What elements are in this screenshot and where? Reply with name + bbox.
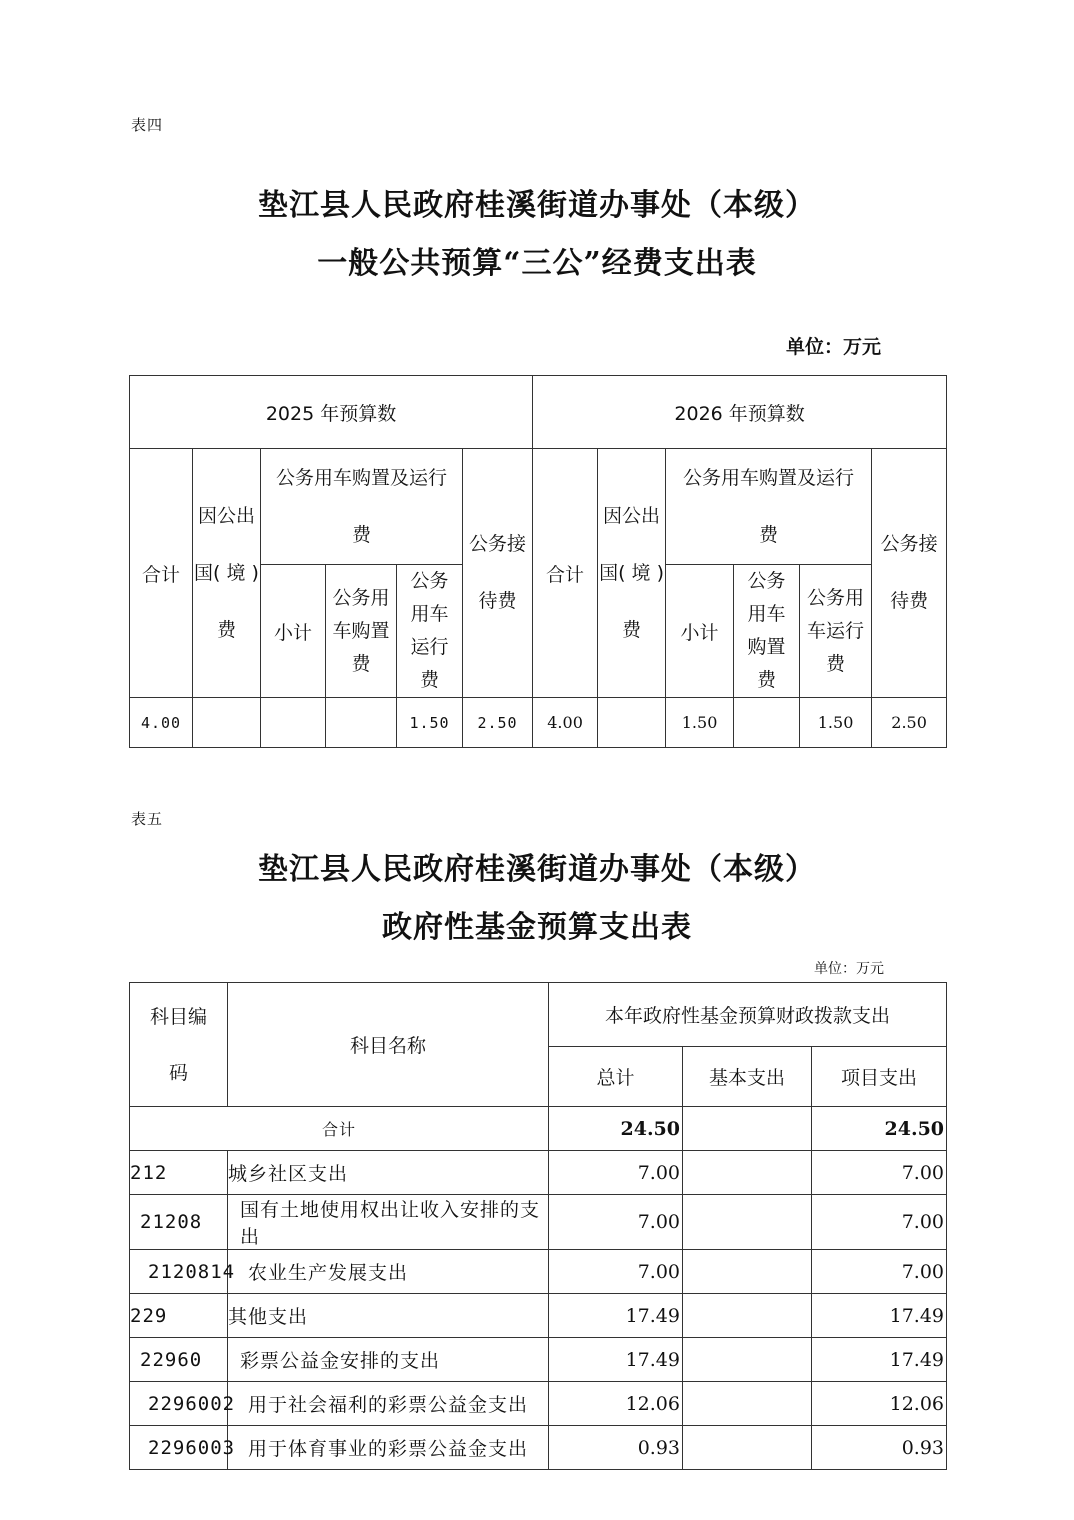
three-public-expense-table [129,375,947,748]
row-name: 用于社会福利的彩票公益金支出 [228,1382,549,1426]
row-basic [683,1195,812,1250]
vehicle-header-line: 公务用车购置及运行 [275,466,447,489]
vehicle-header-2025 [261,449,463,565]
column-header-row-1 [130,449,947,565]
abroad-header-line: 费 [216,618,236,641]
row-basic [683,1426,812,1470]
row-basic [683,1338,812,1382]
table4-title-line2: 一般公共预算“三公”经费支出表 [317,246,757,281]
row-name: 彩票公益金安排的支出 [228,1338,549,1382]
table-row [130,1338,947,1382]
row-code: 22960 [130,1338,228,1382]
reception-header-line: 公务接 [469,533,527,555]
run-header-line: 费 [419,669,439,691]
run-header-line: 公务 [410,570,449,592]
table-row [130,1250,947,1294]
reception-header-line: 待费 [890,590,929,612]
purchase-header-2025 [326,565,397,698]
reception-header-line: 待费 [478,590,517,612]
value-2025-reception: 2.50 [463,698,533,748]
run-header-line: 公务用 [807,586,865,609]
table4-label: 表四 [131,116,164,134]
purchase-header-2026 [734,565,800,698]
abroad-header-2025 [193,449,261,698]
fund-group-header: 本年政府性基金预算财政拨款支出 [549,983,947,1047]
purchase-header-line: 公务 [747,570,786,592]
subtotal-header-2025: 小计 [261,565,326,698]
row-project: 17.49 [812,1294,947,1338]
row-name: 国有土地使用权出让收入安排的支出 [228,1195,549,1250]
row-basic [683,1250,812,1294]
row-project: 7.00 [812,1151,947,1195]
code-header-line: 码 [168,1061,188,1084]
row-code: 21208 [130,1195,228,1250]
table4-unit: 单位：万元 [786,336,882,358]
subtotal-header-2026: 小计 [666,565,734,698]
value-2025-total: 4.00 [130,698,193,748]
row-code: 2296002 [130,1382,228,1426]
purchase-header-line: 费 [757,669,777,691]
row-total: 7.00 [549,1151,683,1195]
row-project: 7.00 [812,1195,947,1250]
value-2026-run: 1.50 [800,698,872,748]
reception-header-2025 [463,449,533,698]
table5-title-line1: 垫江县人民政府桂溪街道办事处（本级） [258,852,816,887]
row-total: 12.06 [549,1382,683,1426]
project-header: 项目支出 [812,1047,947,1107]
abroad-header-line: 费 [622,618,642,641]
name-header: 科目名称 [228,983,549,1107]
row-total: 17.49 [549,1294,683,1338]
row-name: 其他支出 [228,1294,549,1338]
year-2025-header: 2025 年预算数 [130,376,533,449]
vehicle-header-line: 费 [351,523,371,546]
sum-basic [683,1107,812,1151]
value-2025-subtotal [261,698,326,748]
code-header-line: 科目编 [149,1005,207,1028]
value-2026-purchase [734,698,800,748]
row-total: 7.00 [549,1250,683,1294]
value-2026-reception: 2.50 [872,698,947,748]
row-basic [683,1294,812,1338]
table-row [130,1382,947,1426]
sum-total: 24.50 [549,1107,683,1151]
table-row [130,1426,947,1470]
run-header-line: 用车 [410,603,449,625]
reception-header-line: 公务接 [880,533,938,555]
table-row [130,1151,947,1195]
run-header-line: 车运行 [807,619,865,642]
code-header [130,983,228,1107]
row-total: 0.93 [549,1426,683,1470]
row-code: 2296003 [130,1426,228,1470]
gov-fund-expense-table [129,982,947,1470]
row-project: 17.49 [812,1338,947,1382]
table5-label: 表五 [131,810,164,828]
row-code: 229 [130,1294,228,1338]
total-header-2026: 合计 [533,449,598,698]
purchase-header-line: 费 [351,652,371,675]
sum-row [130,1107,947,1151]
table5-title-line2: 政府性基金预算支出表 [382,910,692,945]
run-header-line: 费 [826,652,846,675]
row-total: 7.00 [549,1195,683,1250]
reception-header-2026 [872,449,947,698]
total-header-2025: 合计 [130,449,193,698]
run-header-2025 [397,565,463,698]
value-2025-run: 1.50 [397,698,463,748]
vehicle-header-2026 [666,449,872,565]
purchase-header-line: 车购置 [332,619,390,642]
table4-title-line1: 垫江县人民政府桂溪街道办事处（本级） [258,188,816,223]
sum-project: 24.50 [812,1107,947,1151]
value-2026-subtotal: 1.50 [666,698,734,748]
abroad-header-2026 [598,449,666,698]
row-name: 农业生产发展支出 [228,1250,549,1294]
value-row [130,698,947,748]
basic-header: 基本支出 [683,1047,812,1107]
header-row-1 [130,983,947,1047]
value-2026-abroad [598,698,666,748]
run-header-line: 运行 [410,636,449,658]
total-header: 总计 [549,1047,683,1107]
value-2026-total: 4.00 [533,698,598,748]
abroad-header-line: 国( 境 ) [599,561,665,584]
abroad-header-line: 因公出 [603,504,661,527]
year-header-row [130,376,947,449]
row-basic [683,1151,812,1195]
row-name: 用于体育事业的彩票公益金支出 [228,1426,549,1470]
abroad-header-line: 因公出 [197,504,255,527]
vehicle-header-line: 费 [759,523,779,546]
value-2025-purchase [326,698,397,748]
row-code: 2120814 [130,1250,228,1294]
table-row [130,1294,947,1338]
row-name: 城乡社区支出 [228,1151,549,1195]
purchase-header-line: 购置 [747,636,786,658]
run-header-2026 [800,565,872,698]
table-row [130,1195,947,1250]
sum-label: 合计 [130,1107,549,1151]
row-project: 0.93 [812,1426,947,1470]
year-2026-header: 2026 年预算数 [533,376,947,449]
row-code: 212 [130,1151,228,1195]
row-project: 7.00 [812,1250,947,1294]
row-project: 12.06 [812,1382,947,1426]
vehicle-header-line: 公务用车购置及运行 [683,466,855,489]
abroad-header-line: 国( 境 ) [194,561,259,584]
row-total: 17.49 [549,1338,683,1382]
purchase-header-line: 公务用 [332,586,390,609]
value-2025-abroad [193,698,261,748]
row-basic [683,1382,812,1426]
purchase-header-line: 用车 [747,603,786,625]
table5-unit: 单位：万元 [814,961,884,977]
